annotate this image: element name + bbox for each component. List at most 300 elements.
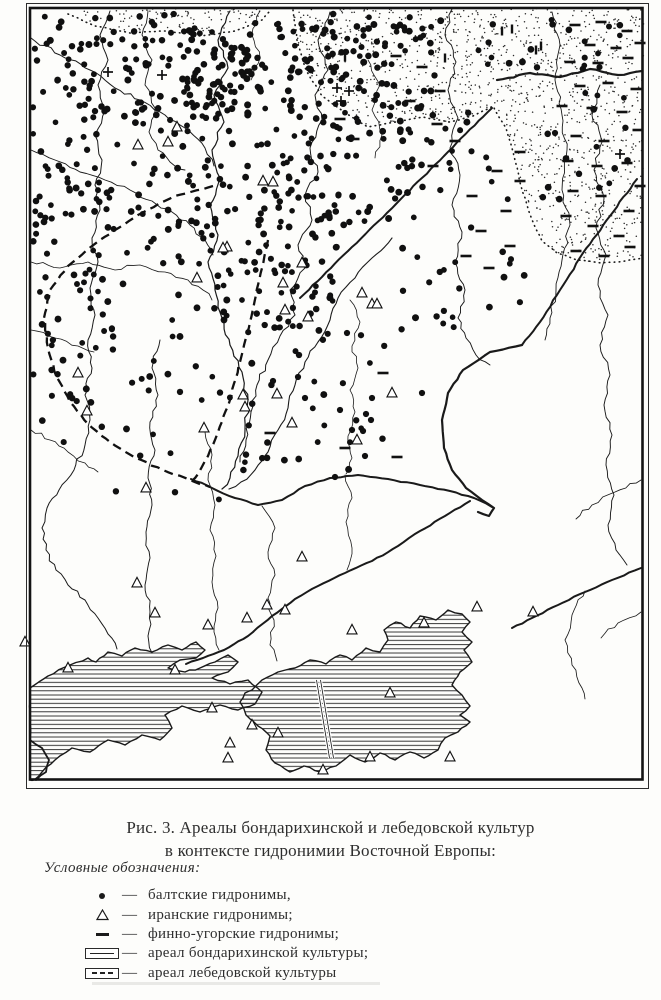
baltic-hydronym-dot xyxy=(362,218,368,224)
iranian-hydronym-triangle xyxy=(240,401,250,411)
baltic-hydronym-dot xyxy=(168,450,174,456)
baltic-hydronym-dot xyxy=(433,313,439,319)
baltic-hydronym-dot xyxy=(397,22,404,29)
baltic-hydronym-dot xyxy=(61,50,67,56)
baltic-hydronym-dot xyxy=(285,87,292,94)
baltic-hydronym-dot xyxy=(155,105,162,112)
baltic-hydronym-dot xyxy=(294,179,300,185)
baltic-hydronym-dot xyxy=(88,78,95,85)
baltic-hydronym-dot xyxy=(243,56,250,63)
baltic-hydronym-dot xyxy=(594,144,600,150)
baltic-hydronym-dot xyxy=(87,267,93,273)
baltic-hydronym-dot xyxy=(215,272,222,279)
baltic-hydronym-dot xyxy=(129,70,135,76)
baltic-hydronym-dot xyxy=(159,37,166,44)
baltic-hydronym-dot xyxy=(374,64,380,70)
baltic-hydronym-dot xyxy=(275,204,282,211)
baltic-hydronym-dot xyxy=(327,78,333,84)
baltic-hydronym-dot xyxy=(187,172,193,178)
baltic-hydronym-dot xyxy=(611,165,618,172)
baltic-hydronym-dot xyxy=(43,163,49,169)
baltic-hydronym-dot xyxy=(437,17,444,24)
baltic-hydronym-dot xyxy=(450,314,456,320)
baltic-hydronym-dot xyxy=(427,40,434,47)
baltic-hydronym-dot xyxy=(177,42,183,48)
finno-ugric-hydronym-mark xyxy=(596,21,607,24)
baltic-hydronym-dot xyxy=(262,206,268,212)
baltic-hydronym-dot xyxy=(448,166,454,172)
baltic-hydronym-dot xyxy=(252,20,258,26)
baltic-hydronym-dot xyxy=(84,147,90,153)
baltic-hydronym-dot xyxy=(582,90,588,96)
finno-ugric-hydronym-mark xyxy=(585,44,596,47)
baltic-hydronym-dot xyxy=(399,245,406,252)
finno-ugric-hydronym-mark xyxy=(467,195,478,198)
baltic-hydronym-dot xyxy=(327,292,333,298)
baltic-hydronym-dot xyxy=(296,323,303,330)
baltic-hydronym-dot xyxy=(135,205,141,211)
baltic-hydronym-dot xyxy=(63,211,69,217)
baltic-hydronym-dot xyxy=(519,58,526,65)
baltic-hydronym-dot xyxy=(269,162,276,169)
baltic-hydronym-dot xyxy=(108,187,114,193)
baltic-hydronym-dot xyxy=(476,47,482,53)
baltic-hydronym-dot xyxy=(146,181,153,188)
baltic-hydronym-dot xyxy=(104,106,111,113)
baltic-hydronym-dot xyxy=(374,38,380,44)
baltic-hydronym-dot xyxy=(315,218,321,224)
baltic-hydronym-dot xyxy=(404,189,411,196)
finno-ugric-hydronym-mark xyxy=(623,57,634,60)
legend-separator: — xyxy=(122,925,137,942)
baltic-hydronym-dot xyxy=(307,66,313,72)
baltic-hydronym-dot xyxy=(330,151,336,157)
baltic-hydronym-dot xyxy=(356,210,362,216)
baltic-hydronym-dot xyxy=(342,110,348,116)
baltic-hydronym-dot xyxy=(175,292,182,299)
baltic-hydronym-dot xyxy=(582,38,588,44)
baltic-hydronym-dot xyxy=(92,108,98,114)
baltic-hydronym-dot xyxy=(42,14,48,20)
baltic-hydronym-dot xyxy=(308,159,315,166)
river xyxy=(191,475,492,507)
baltic-hydronym-dot xyxy=(228,271,234,277)
finno-ugric-hydronym-mark xyxy=(505,245,516,248)
baltic-hydronym-dot xyxy=(131,28,138,35)
baltic-hydronym-dot xyxy=(81,61,87,67)
baltic-hydronym-dot xyxy=(318,79,324,85)
baltic-hydronym-dot xyxy=(264,439,271,446)
baltic-hydronym-dot xyxy=(451,324,457,330)
baltic-hydronym-dot xyxy=(366,130,373,137)
baltic-hydronym-dot xyxy=(254,55,260,61)
baltic-hydronym-dot xyxy=(358,44,364,50)
baltic-hydronym-dot xyxy=(468,224,474,230)
baltic-hydronym-dot xyxy=(414,254,420,260)
baltic-hydronym-dot xyxy=(489,179,495,185)
baltic-hydronym-dot xyxy=(624,157,631,164)
baltic-hydronym-dot xyxy=(300,26,306,32)
finno-ugric-hydronym-mark xyxy=(501,210,512,213)
baltic-hydronym-dot xyxy=(66,185,72,191)
tick-mark xyxy=(444,54,446,63)
baltic-hydronym-dot xyxy=(428,49,434,55)
baltic-hydronym-dot xyxy=(93,345,99,351)
baltic-hydronym-dot xyxy=(366,204,373,211)
baltic-hydronym-dot xyxy=(440,321,446,327)
river xyxy=(497,69,642,80)
baltic-hydronym-dot xyxy=(279,290,285,296)
baltic-hydronym-dot xyxy=(296,114,303,121)
baltic-hydronym-dot xyxy=(150,432,156,438)
baltic-hydronym-dot xyxy=(45,331,51,337)
baltic-hydronym-dot xyxy=(113,488,119,494)
baltic-hydronym-dot xyxy=(227,184,233,190)
baltic-hydronym-dot xyxy=(206,202,212,208)
baltic-hydronym-dot xyxy=(54,77,61,84)
baltic-hydronym-dot xyxy=(79,340,85,346)
river xyxy=(592,85,627,565)
baltic-hydronym-dot xyxy=(217,389,223,395)
baltic-hydronym-dot xyxy=(219,101,226,108)
baltic-hydronym-dot xyxy=(49,215,55,221)
finno-ugric-hydronym-mark xyxy=(568,190,579,193)
baltic-hydronym-dot xyxy=(321,114,327,120)
finno-ugric-hydronym-mark xyxy=(617,111,628,114)
baltic-hydronym-dot xyxy=(336,137,342,143)
baltic-hydronym-dot xyxy=(106,15,113,22)
finno-ugric-hydronym-mark xyxy=(450,140,461,143)
baltic-hydronym-dot xyxy=(325,165,332,172)
baltic-hydronym-dot xyxy=(165,63,171,69)
baltic-hydronym-dot xyxy=(385,215,392,222)
baltic-hydronym-dot xyxy=(175,223,181,229)
baltic-hydronym-dot xyxy=(44,294,50,300)
finno-ugric-hydronym-mark xyxy=(565,61,576,64)
baltic-hydronym-dot xyxy=(199,136,205,142)
finno-ugric-hydronym-mark xyxy=(557,105,568,108)
baltic-hydronym-dot xyxy=(581,63,587,69)
baltic-hydronym-dot xyxy=(231,99,237,105)
baltic-hydronym-dot xyxy=(209,374,215,380)
baltic-hydronym-dot xyxy=(168,30,174,36)
iranian-triangle-symbol xyxy=(82,909,122,921)
iranian-hydronym-triangle xyxy=(278,277,288,287)
baltic-hydronym-dot xyxy=(262,106,268,112)
legend-label-iranian: иранские гидронимы; xyxy=(148,906,293,923)
baltic-hydronym-dot xyxy=(302,56,309,63)
baltic-hydronym-dot xyxy=(290,323,296,329)
baltic-hydronym-dot xyxy=(109,326,115,332)
finno-ugric-hydronym-mark xyxy=(476,230,487,233)
baltic-hydronym-dot xyxy=(177,389,183,395)
baltic-hydronym-dot xyxy=(350,48,356,54)
baltic-hydronym-dot xyxy=(146,373,153,380)
baltic-hydronym-dot xyxy=(413,36,419,42)
baltic-hydronym-dot xyxy=(390,82,397,89)
caption-line-1: Рис. 3. Ареалы бондарихинской и лебедовской культур xyxy=(126,818,535,837)
baltic-hydronym-dot xyxy=(139,106,146,113)
baltic-hydronym-dot xyxy=(463,119,470,126)
baltic-hydronym-dot xyxy=(210,81,217,88)
baltic-hydronym-dot xyxy=(349,427,355,433)
baltic-hydronym-dot xyxy=(595,51,601,57)
baltic-hydronym-dot xyxy=(111,29,117,35)
baltic-hydronym-dot xyxy=(232,71,238,77)
baltic-hydronym-dot xyxy=(437,187,443,193)
baltic-hydronym-dot xyxy=(69,43,75,49)
iranian-hydronym-triangle xyxy=(242,612,252,622)
baltic-hydronym-dot xyxy=(218,94,224,100)
baltic-hydronym-dot xyxy=(215,111,221,117)
baltic-hydronym-dot xyxy=(178,258,185,265)
baltic-hydronym-dot xyxy=(80,206,87,213)
baltic-hydronym-dot xyxy=(44,41,50,47)
baltic-hydronym-dot xyxy=(262,65,268,71)
baltic-hydronym-dot xyxy=(549,21,555,27)
baltic-hydronym-dot xyxy=(358,332,364,338)
baltic-hydronym-dot xyxy=(486,165,492,171)
baltic-hydronym-dot xyxy=(288,107,295,114)
baltic-hydronym-dot xyxy=(363,411,369,417)
baltic-hydronym-dot xyxy=(357,78,364,85)
baltic-hydronym-dot xyxy=(140,211,146,217)
baltic-hydronym-dot xyxy=(185,128,191,134)
river xyxy=(262,506,277,661)
finno-ugric-hydronym-mark xyxy=(599,255,610,258)
baltic-hydronym-dot xyxy=(249,400,256,407)
baltic-hydronym-dot xyxy=(381,136,387,142)
baltic-hydronym-dot xyxy=(211,305,218,312)
baltic-hydronym-dot xyxy=(264,309,270,315)
baltic-hydronym-dot xyxy=(55,316,62,323)
baltic-hydronym-dot xyxy=(313,306,320,313)
baltic-hydronym-dot xyxy=(107,195,113,201)
legend-item-bondarikha xyxy=(0,944,661,963)
baltic-hydronym-dot xyxy=(191,74,197,80)
iranian-hydronym-triangle xyxy=(472,601,482,611)
baltic-hydronym-dot xyxy=(421,88,428,95)
baltic-hydronym-dot xyxy=(361,88,367,94)
iranian-hydronym-triangle xyxy=(287,417,297,427)
baltic-hydronym-dot xyxy=(66,92,72,98)
baltic-hydronym-dot xyxy=(256,86,263,93)
baltic-hydronym-dot xyxy=(457,127,463,133)
baltic-hydronym-dot xyxy=(276,26,283,33)
baltic-hydronym-dot xyxy=(483,154,489,160)
baltic-hydronym-dot xyxy=(621,95,627,101)
baltic-hydronym-dot xyxy=(333,208,340,215)
baltic-hydronym-dot xyxy=(302,395,308,401)
baltic-hydronym-dot xyxy=(277,224,283,230)
baltic-hydronym-dot xyxy=(160,153,166,159)
baltic-hydronym-dot xyxy=(328,230,335,237)
baltic-hydronym-dot xyxy=(419,184,426,191)
baltic-hydronym-dot xyxy=(563,155,570,162)
baltic-hydronym-dot xyxy=(216,65,222,71)
baltic-hydronym-dot xyxy=(111,88,117,94)
finno-ugric-hydronym-mark xyxy=(461,255,472,258)
finno-ugric-hydronym-mark xyxy=(625,246,636,249)
baltic-hydronym-dot xyxy=(194,304,201,311)
baltic-hydronym-dot xyxy=(93,41,99,47)
legend-separator: — xyxy=(122,887,137,904)
iranian-hydronym-triangle xyxy=(73,367,83,377)
tick-mark xyxy=(535,46,537,55)
baltic-hydronym-dot xyxy=(286,223,293,230)
baltic-hydronym-dot xyxy=(330,298,336,304)
baltic-hydronym-dot xyxy=(194,48,200,54)
baltic-hydronym-dot xyxy=(104,298,111,305)
baltic-hydronym-dot xyxy=(181,28,187,34)
baltic-hydronym-dot xyxy=(315,327,322,334)
baltic-hydronym-dot xyxy=(86,96,92,102)
baltic-hydronym-dot xyxy=(171,11,177,17)
baltic-hydronym-dot xyxy=(50,337,56,343)
baltic-hydronym-dot xyxy=(48,202,54,208)
baltic-hydronym-dot xyxy=(379,128,386,135)
baltic-hydronym-dot xyxy=(94,35,100,41)
baltic-hydronym-dot xyxy=(259,455,265,461)
baltic-hydronym-dot xyxy=(181,89,187,95)
baltic-hydronym-dot xyxy=(314,176,320,182)
baltic-hydronym-dot xyxy=(397,129,404,136)
baltic-hydronym-dot xyxy=(74,281,80,287)
baltic-hydronym-dot xyxy=(242,258,248,264)
baltic-hydronym-dot xyxy=(49,342,55,348)
baltic-hydronym-dot xyxy=(142,36,148,42)
baltic-hydronym-dot xyxy=(41,219,48,226)
baltic-hydronym-dot xyxy=(521,272,528,279)
baltic-hydronym-dot xyxy=(289,269,295,275)
baltic-hydronym-dot xyxy=(211,98,217,104)
baltic-hydronym-dot xyxy=(428,24,434,30)
baltic-hydronym-dot xyxy=(301,167,307,173)
baltic-hydronym-dot xyxy=(49,393,55,399)
baltic-hydronym-dot xyxy=(207,88,213,94)
baltic-hydronym-dot xyxy=(224,313,230,319)
baltic-hydronym-dot xyxy=(617,22,624,29)
baltic-hydronym-dot xyxy=(55,162,62,169)
baltic-hydronym-dot xyxy=(353,153,359,159)
baltic-hydronym-dot xyxy=(501,274,508,281)
baltic-hydronym-dot xyxy=(360,27,366,33)
baltic-hydronym-dot xyxy=(238,44,245,51)
finno-ugric-hydronym-mark xyxy=(614,235,625,238)
finno-ugric-hydronym-mark xyxy=(265,432,276,435)
iranian-hydronym-triangle xyxy=(223,752,233,762)
baltic-hydronym-dot xyxy=(101,328,107,334)
iranian-hydronym-triangle xyxy=(297,551,307,561)
baltic-hydronym-dot xyxy=(87,295,93,301)
baltic-hydronym-dot xyxy=(311,379,317,385)
baltic-hydronym-dot xyxy=(301,130,307,136)
baltic-hydronym-dot xyxy=(365,53,372,60)
baltic-hydronym-dot xyxy=(379,435,385,441)
baltic-dot-symbol xyxy=(82,893,122,899)
baltic-hydronym-dot xyxy=(199,397,205,403)
baltic-hydronym-dot xyxy=(349,193,356,200)
baltic-hydronym-dot xyxy=(344,36,350,42)
baltic-hydronym-dot xyxy=(91,71,97,77)
baltic-hydronym-dot xyxy=(280,153,286,159)
river xyxy=(601,612,641,638)
baltic-hydronym-dot xyxy=(406,28,413,35)
baltic-hydronym-dot xyxy=(296,352,302,358)
baltic-hydronym-dot xyxy=(379,80,386,87)
baltic-hydronym-dot xyxy=(437,269,443,275)
baltic-hydronym-dot xyxy=(149,19,155,25)
baltic-hydronym-dot xyxy=(418,103,424,109)
baltic-hydronym-dot xyxy=(66,137,72,143)
baltic-hydronym-dot xyxy=(192,25,198,31)
baltic-hydronym-dot xyxy=(223,297,230,304)
caption-line-2: в контексте гидронимии Восточной Европы: xyxy=(164,841,497,860)
iranian-hydronym-triangle xyxy=(172,121,182,130)
iranian-hydronym-triangle xyxy=(225,737,235,747)
baltic-hydronym-dot xyxy=(312,26,319,33)
baltic-hydronym-dot xyxy=(306,140,312,146)
baltic-hydronym-dot xyxy=(465,110,471,116)
baltic-hydronym-dot xyxy=(38,148,45,155)
bondarikha-hatch-box-symbol xyxy=(82,948,122,959)
baltic-hydronym-dot xyxy=(190,113,197,120)
baltic-hydronym-dot xyxy=(206,94,213,101)
baltic-hydronym-dot xyxy=(295,68,302,75)
baltic-hydronym-dot xyxy=(160,260,166,266)
baltic-hydronym-dot xyxy=(33,198,40,205)
baltic-hydronym-dot xyxy=(360,59,367,66)
baltic-hydronym-dot xyxy=(95,289,101,295)
baltic-hydronym-dot xyxy=(329,51,336,58)
baltic-hydronym-dot xyxy=(195,80,201,86)
finno-ugric-hydronym-mark xyxy=(335,118,346,121)
baltic-hydronym-dot xyxy=(289,208,295,214)
baltic-hydronym-dot xyxy=(229,140,236,147)
baltic-hydronym-dot xyxy=(200,39,206,45)
baltic-hydronym-dot xyxy=(285,243,291,249)
baltic-hydronym-dot xyxy=(123,65,130,72)
baltic-hydronym-dot xyxy=(268,79,274,85)
baltic-hydronym-dot xyxy=(317,153,324,160)
iranian-hydronym-triangle xyxy=(528,606,538,616)
baltic-hydronym-dot xyxy=(264,140,271,147)
baltic-hydronym-dot xyxy=(309,293,315,299)
legend-item-finno-ugric xyxy=(0,925,661,944)
baltic-hydronym-dot xyxy=(407,14,413,20)
baltic-hydronym-dot xyxy=(79,41,85,47)
baltic-hydronym-dot xyxy=(594,92,600,98)
baltic-hydronym-dot xyxy=(381,343,387,349)
baltic-hydronym-dot xyxy=(124,250,130,256)
baltic-hydronym-dot xyxy=(133,109,140,116)
baltic-hydronym-dot xyxy=(99,276,106,283)
baltic-hydronym-dot xyxy=(143,62,150,69)
baltic-hydronym-dot xyxy=(388,186,395,193)
baltic-hydronym-dot xyxy=(150,38,156,44)
baltic-hydronym-dot xyxy=(244,163,251,170)
baltic-hydronym-dot xyxy=(366,14,372,20)
baltic-hydronym-dot xyxy=(418,162,425,169)
baltic-hydronym-dot xyxy=(145,245,151,251)
baltic-hydronym-dot xyxy=(247,31,254,38)
baltic-hydronym-dot xyxy=(556,196,563,203)
finno-ugric-hydronym-mark xyxy=(435,90,446,93)
baltic-hydronym-dot xyxy=(91,272,97,278)
baltic-hydronym-dot xyxy=(90,248,96,254)
baltic-hydronym-dot xyxy=(77,353,83,359)
figure-caption xyxy=(0,816,661,862)
